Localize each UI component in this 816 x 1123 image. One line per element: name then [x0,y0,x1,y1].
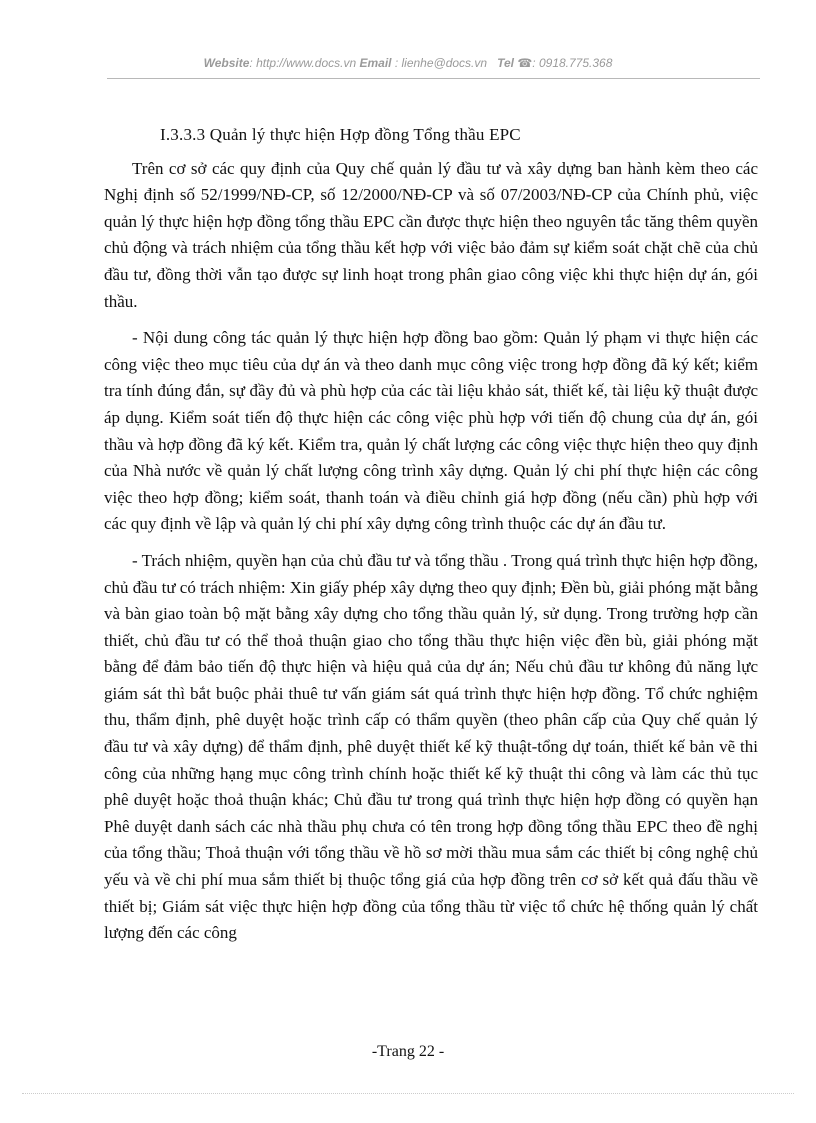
email-separator: : [391,56,402,70]
page-number: -Trang 22 - [371,1043,445,1060]
phone-icon: ☎ [517,56,533,70]
paragraph: - Nội dung công tác quản lý thực hiện hợp đồng bao gồm: Quản lý phạm vi thực hiện các công việc theo mục tiêu của dự án và theo danh mục công việc trong hợp đồng đã ký kết; kiểm tra tính đúng đắn, sự đầy đủ và phù hợp của các tài liệu khảo sát, thiết kế, tài liệu kỹ thuật được áp dụng. Kiểm soát tiến độ thực hiện các công việc phù hợp với tiến độ chung của dự án, gói thầu và hợp đồng đã ký kết. Kiểm tra, quản lý chất lượng các công việc thực hiện theo quy định của Nhà nước về quản lý chất lượng công trình xây dựng. Quản lý chi phí thực hiện các công việc theo hợp đồng; kiểm soát, thanh toán và điều chỉnh giá hợp đồng (nếu cần) phù hợp với các quy định về lập và quản lý chi phí xây dựng công trình thuộc các dự án đầu tư. [104,328,758,534]
website-separator: : [249,56,257,70]
tel-value: : 0918.775.368 [532,56,613,70]
footer-divider [22,1093,794,1094]
section-heading: I.3.3.3 Quản lý thực hiện Hợp đồng Tổng thầu EPC [160,125,521,144]
website-url-link[interactable]: http://www.docs.vn [256,56,357,70]
page-header [0,56,816,70]
email-link[interactable]: lienhe@docs.vn [401,56,488,70]
document-body [104,122,758,957]
paragraph: - Trách nhiệm, quyền hạn của chủ đầu tư và tổng thầu . Trong quá trình thực hiện hợp đồng, chủ đầu tư có trách nhiệm: Xin giấy phép xây dựng theo quy định; Đền bù, giải phóng mặt bằng và bàn giao toàn bộ mặt bằng xây dựng cho tổng thầu quản lý, sử dụng. Trong trường hợp cần thiết, chủ đầu tư có thể thoả thuận giao cho tổng thầu thực hiện việc đền bù, giải phóng mặt bằng để đảm bảo tiến độ thực hiện và hiệu quả của dự án; Nếu chủ đầu tư không đủ năng lực giám sát thì bắt buộc phải thuê tư vấn giám sát quá trình thực hiện hợp đồng. Tổ chức nghiệm thu, thẩm định, phê duyệt hoặc trình cấp có thẩm quyền (theo phân cấp của Quy chế quản lý đầu tư và xây dựng) để thẩm định, phê duyệt thiết kế kỹ thuật-tổng dự toán, thiết kế bản vẽ thi công của những hạng mục công trình chính hoặc thiết kế kỹ thuật thi công và làm các thủ tục phê duyệt hoặc thoả thuận khác; Chủ đầu tư trong quá trình thực hiện hợp đồng có quyền hạn Phê duyệt danh sách các nhà thầu phụ chưa có tên trong hợp đồng tổng thầu EPC theo đề nghị của tổng thầu; Thoả thuận với tổng thầu về hồ sơ mời thầu mua sắm các thiết bị công nghệ chủ yếu và về chi phí mua sắm thiết bị thuộc tổng giá của hợp đồng trên cơ sở kết quả đấu thầu về thiết bị; Giám sát việc thực hiện hợp đồng của tổng thầu từ việc tổ chức hệ thống quản lý chất lượng đến các công [104,550,758,943]
email-label: Email [359,56,392,70]
tel-label: Tel [497,56,514,70]
header-divider [107,78,760,79]
paragraph: Trên cơ sở các quy định của Quy chế quản lý đầu tư và xây dựng ban hành kèm theo các Nghị định số 52/1999/NĐ-CP, số 12/2000/NĐ-CP và số 07/2003/NĐ-CP của Chính phủ, việc quản lý thực hiện hợp đồng tổng thầu EPC cần được thực hiện theo nguyên tắc tăng thêm quyền chủ động và trách nhiệm của tổng thầu kết hợp với việc bảo đảm sự kiểm soát chặt chẽ của chủ đầu tư, đồng thời vẫn tạo được sự linh hoạt trong phân giao công việc khi thực hiện dự án, gói thầu. [104,158,758,311]
website-label: Website [203,56,250,70]
